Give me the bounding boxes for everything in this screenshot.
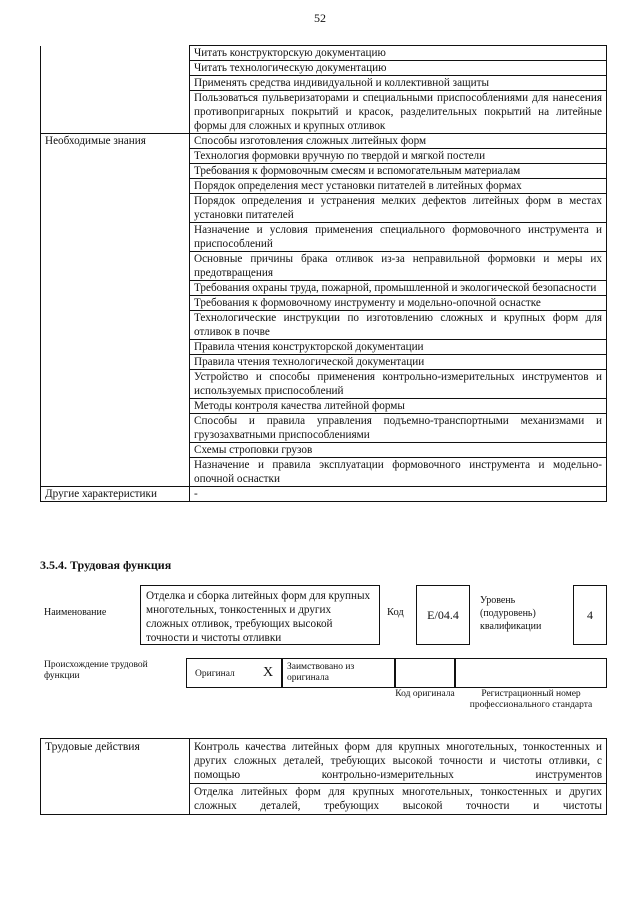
actions-table-wrapper (40, 738, 607, 815)
requirements-text-cell: Методы контроля качества литейной формы (190, 399, 607, 414)
requirements-row (41, 252, 607, 281)
requirements-text-cell: Способы изготовления сложных литейных форм (190, 134, 607, 149)
requirements-label-cell: Другие характеристики (41, 487, 190, 502)
requirements-row (41, 487, 607, 502)
requirements-label-cell (41, 164, 190, 179)
requirements-label-cell (41, 296, 190, 311)
requirements-text-cell: Правила чтения конструкторской документации (190, 340, 607, 355)
requirements-row (41, 76, 607, 91)
requirements-label-cell (41, 281, 190, 296)
requirements-text-cell: Назначение и условия применения специального формовочного инструмента и приспособлений (190, 223, 607, 252)
requirements-row (41, 164, 607, 179)
requirements-label-cell (41, 194, 190, 223)
requirements-row (41, 281, 607, 296)
function-name-box: Отделка и сборка литейных форм для крупных многотельных, тонкостенных и других сложных отливок, требующих высокой точности и чистоты отливки (140, 585, 380, 645)
requirements-text-cell: Технологические инструкции по изготовлению сложных и крупных форм для отливок в почве (190, 311, 607, 340)
origin-label: Происхождение трудовой функции (44, 660, 148, 681)
original-label: Оригинал (195, 669, 235, 679)
requirements-row (41, 355, 607, 370)
qualification-level-value: 4 (587, 607, 593, 622)
requirements-label-cell (41, 179, 190, 194)
requirements-table-wrapper (40, 45, 607, 502)
requirements-row (41, 414, 607, 443)
requirements-label-cell (41, 149, 190, 164)
requirements-label-cell (41, 91, 190, 134)
requirements-row (41, 443, 607, 458)
page-number: 52 (314, 11, 326, 25)
actions-text-cell: Контроль качества литейных форм для крупных многотельных, тонкостенных и других сложных деталей, требующих высокой точности и чистоты отливки, с помощью контрольно-измерительных инструментов (190, 739, 607, 784)
requirements-row (41, 179, 607, 194)
original-cell (186, 658, 282, 688)
requirements-row (41, 370, 607, 399)
requirements-row (41, 134, 607, 149)
original-code-cell (395, 658, 455, 688)
requirements-text-cell: Основные причины брака отливок из-за неправильной формовки и меры их предотвращения (190, 252, 607, 281)
requirements-text-cell: Пользоваться пульверизаторами и специальными приспособлениями для нанесения противопригарных покрытий и красок, разделительных покрытий на литейные формы для сложных и крупных отливок (190, 91, 607, 134)
requirements-row (41, 91, 607, 134)
requirements-table (40, 45, 607, 502)
requirements-text-cell: Правила чтения технологической документации (190, 355, 607, 370)
borrowed-cell (282, 658, 395, 688)
requirements-label-cell (41, 370, 190, 399)
requirements-row (41, 194, 607, 223)
requirements-label-cell (41, 414, 190, 443)
code-label: Код (387, 607, 404, 618)
requirements-row (41, 46, 607, 61)
section-heading: 3.5.4. Трудовая функция (40, 558, 172, 572)
requirements-text-cell: Порядок определения мест установки питателей в литейных формах (190, 179, 607, 194)
function-code-box (416, 585, 470, 645)
requirements-label-cell (41, 61, 190, 76)
actions-table (40, 738, 607, 815)
qualification-level-box (573, 585, 607, 645)
requirements-text-cell: Схемы строповки грузов (190, 443, 607, 458)
original-code-caption: Код оригинала (395, 689, 455, 699)
requirements-label-cell (41, 223, 190, 252)
requirements-text-cell: Способы и правила управления подъемно-транспортными механизмами и грузозахватными приспособлениями (190, 414, 607, 443)
level-label: Уровень (подуровень) квалификации (480, 595, 542, 632)
requirements-label-cell (41, 399, 190, 414)
requirements-text-cell: Читать конструкторскую документацию (190, 46, 607, 61)
name-label: Наименование (44, 607, 107, 618)
requirements-text-cell: Требования к формовочным смесям и вспомогательным материалам (190, 164, 607, 179)
requirements-label-cell (41, 76, 190, 91)
requirements-text-cell: Технология формовки вручную по твердой и мягкой постели (190, 149, 607, 164)
requirements-text-cell: Требования к формовочному инструменту и модельно-опочной оснастке (190, 296, 607, 311)
registration-number-cell (455, 658, 607, 688)
requirements-row (41, 399, 607, 414)
requirements-label-cell (41, 458, 190, 487)
requirements-row (41, 311, 607, 340)
requirements-text-cell: Порядок определения и устранения мелких дефектов литейных форм в местах установки питателей (190, 194, 607, 223)
requirements-label-cell (41, 443, 190, 458)
borrowed-label: Заимствовано из оригинала (287, 662, 355, 683)
requirements-label-cell (41, 311, 190, 340)
actions-row-1 (41, 739, 607, 784)
registration-number-caption: Регистрационный номер профессионального стандарта (469, 689, 593, 710)
requirements-label-cell (41, 252, 190, 281)
actions-label-cell: Трудовые действия (41, 739, 190, 815)
requirements-text-cell: Назначение и правила эксплуатации формовочного инструмента и модельно-опочной оснастки (190, 458, 607, 487)
requirements-label-cell (41, 46, 190, 61)
requirements-label-cell: Необходимые знания (41, 134, 190, 149)
requirements-row (41, 223, 607, 252)
function-code-value: E/04.4 (427, 607, 459, 622)
requirements-text-cell: - (190, 487, 607, 502)
requirements-text-cell: Читать технологическую документацию (190, 61, 607, 76)
requirements-text-cell: Устройство и способы применения контрольно-измерительных инструментов и используемых приспособлений (190, 370, 607, 399)
requirements-row (41, 296, 607, 311)
requirements-row (41, 340, 607, 355)
requirements-row (41, 149, 607, 164)
requirements-label-cell (41, 355, 190, 370)
requirements-row (41, 458, 607, 487)
requirements-table-body (41, 46, 607, 502)
requirements-text-cell: Требования охраны труда, пожарной, промышленной и экологической безопасности (190, 281, 607, 296)
original-mark: X (263, 665, 274, 680)
actions-text-cell: Отделка литейных форм для крупных многотельных, тонкостенных и других сложных деталей, требующих высокой точности и чистоты (190, 784, 607, 815)
requirements-row (41, 61, 607, 76)
requirements-text-cell: Применять средства индивидуальной и коллективной защиты (190, 76, 607, 91)
requirements-label-cell (41, 340, 190, 355)
